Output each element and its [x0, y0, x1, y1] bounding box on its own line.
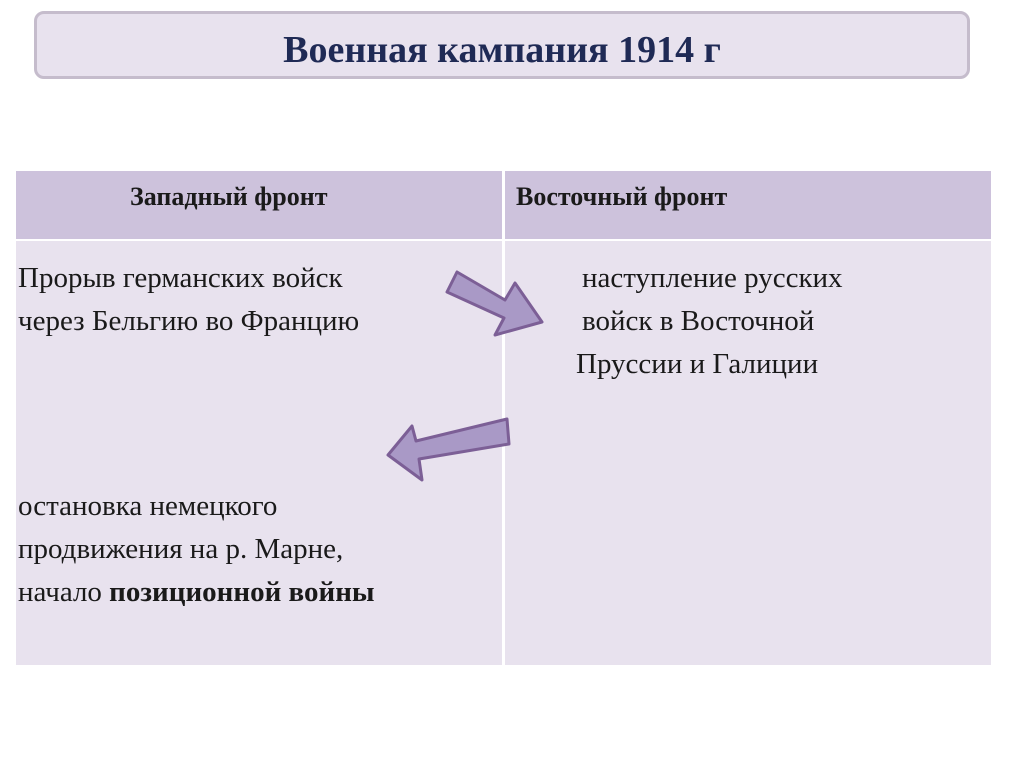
text-line: продвижения на р. Марне,: [18, 533, 344, 565]
text-line: Прорыв германских войск: [18, 262, 343, 294]
text-line: войск в Восточной: [582, 305, 815, 337]
title-box: [34, 11, 970, 79]
text-line: Пруссии и Галиции: [576, 348, 819, 380]
arrow-right-down-icon: [440, 262, 550, 342]
western-event-marne: [18, 485, 478, 614]
header-western-front: Западный фронт: [130, 182, 328, 211]
eastern-event-offensive: [576, 257, 912, 386]
text-line: остановка немецкого: [18, 490, 278, 522]
text-line: через Бельгию во Францию: [18, 305, 360, 337]
arrow-left-icon: [380, 412, 515, 490]
slide-title: Военная кампания 1914 г: [283, 29, 721, 71]
text-prefix: начало: [18, 576, 110, 608]
text-emphasis: позиционной войны: [109, 576, 375, 608]
header-eastern-front: Восточный фронт: [516, 182, 728, 211]
text-line: наступление русских: [582, 262, 843, 294]
column-divider: [502, 171, 505, 239]
western-event-breakthrough: [18, 257, 468, 343]
text-line: [18, 571, 478, 614]
